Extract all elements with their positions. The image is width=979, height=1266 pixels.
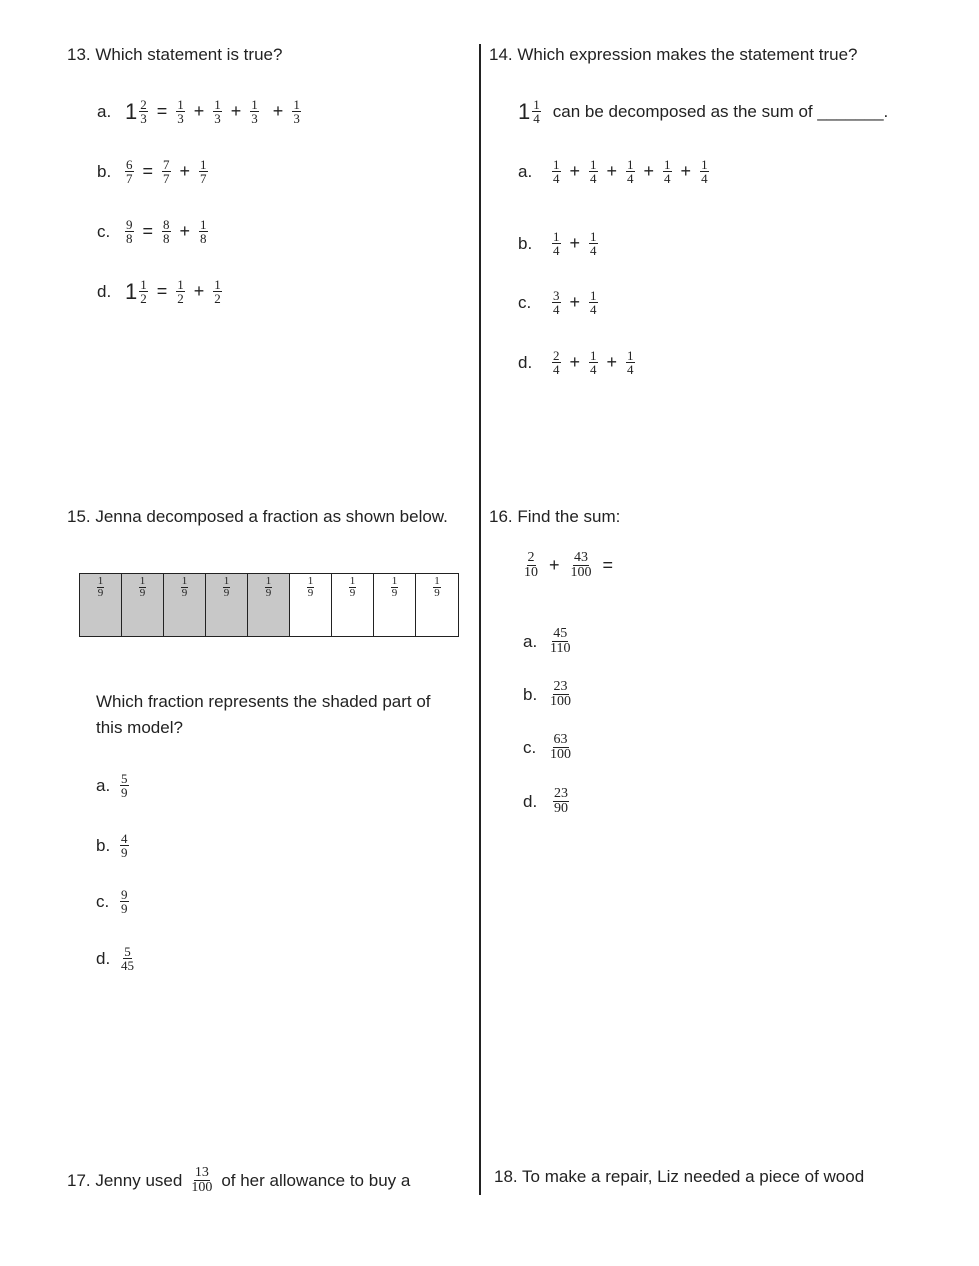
q13-option-d[interactable] [97, 278, 222, 305]
fraction-strip-model [79, 573, 459, 637]
q16-expression [523, 551, 623, 580]
fraction: $\frac{2}{4}$ [553, 348, 560, 377]
plus-sign: + [569, 292, 581, 312]
model-cell: $\frac{1}{9}$ [374, 574, 416, 636]
fraction: $\frac{5}{45}$ [121, 944, 134, 973]
q17-text [67, 1166, 410, 1195]
option-label: a. [518, 161, 533, 181]
q16-option-d[interactable] [523, 787, 569, 816]
q14-option-a[interactable] [518, 158, 709, 185]
model-cell-shaded: $\frac{1}{9}$ [248, 574, 290, 636]
fraction: $\frac{1}{4}$ [701, 157, 708, 186]
option-label: d. [96, 948, 111, 968]
option-label: c. [96, 891, 110, 911]
q14-option-b[interactable] [518, 230, 598, 257]
q16-option-a[interactable] [523, 627, 571, 656]
option-label: b. [97, 161, 112, 181]
model-cell-shaded: $\frac{1}{9}$ [164, 574, 206, 636]
fraction: $\frac{2}{3}$ [140, 97, 147, 126]
fraction: $\frac{13}{100}$ [191, 1165, 213, 1195]
plus-sign: + [680, 161, 692, 181]
option-label: d. [518, 352, 533, 372]
q15-question: Which fraction represents the shaded part of this model? [96, 692, 431, 737]
option-label: b. [523, 684, 538, 704]
fraction: $\frac{1}{4}$ [664, 157, 671, 186]
fraction: $\frac{1}{4}$ [590, 348, 597, 377]
q13-title: 13. Which statement is true? [67, 45, 283, 64]
option-label: b. [518, 233, 533, 253]
equals-sign: = [142, 221, 154, 241]
q18-text: 18. To make a repair, Liz needed a piece of wood [494, 1167, 865, 1186]
fraction: $\frac{6}{7}$ [126, 157, 133, 186]
fraction: $\frac{1}{2}$ [140, 277, 147, 306]
plus-sign: + [606, 161, 618, 181]
plus-sign: + [193, 101, 205, 121]
q16-option-b[interactable] [523, 680, 572, 709]
plus-sign: + [272, 101, 284, 121]
fraction: $\frac{1}{8}$ [200, 217, 207, 246]
model-cell-shaded: $\frac{1}{9}$ [80, 574, 122, 636]
q14-stem-text: can be decomposed as the sum of _______. [552, 101, 889, 121]
q13-option-a[interactable] [97, 98, 301, 125]
column-divider [479, 44, 481, 1195]
option-label: a. [523, 631, 538, 651]
whole-number: 1 [518, 98, 531, 124]
q16-option-c[interactable] [523, 733, 572, 762]
q15-option-c[interactable] [96, 888, 129, 915]
fraction: $\frac{1}{4}$ [533, 97, 540, 126]
q15-option-a[interactable] [96, 772, 129, 799]
option-label: d. [523, 791, 538, 811]
fraction: $\frac{1}{7}$ [200, 157, 207, 186]
fraction: $\frac{1}{4}$ [590, 157, 597, 186]
plus-sign: + [569, 233, 581, 253]
fraction: $\frac{1}{2}$ [214, 277, 221, 306]
q16-title: 16. Find the sum: [489, 507, 621, 526]
fraction: $\frac{9}{9}$ [121, 887, 128, 916]
fraction: $\frac{1}{3}$ [251, 97, 258, 126]
plus-sign: + [179, 221, 191, 241]
whole-number: 1 [125, 278, 138, 304]
model-cell-shaded: $\frac{1}{9}$ [122, 574, 164, 636]
q15-title: 15. Jenna decomposed a fraction as shown below. [67, 507, 448, 526]
q14-stem [518, 98, 888, 125]
fraction: $\frac{43}{100}$ [570, 550, 592, 580]
model-cell: $\frac{1}{9}$ [290, 574, 332, 636]
plus-sign: + [606, 352, 618, 372]
model-cell-shaded: $\frac{1}{9}$ [206, 574, 248, 636]
plus-sign: + [193, 281, 205, 301]
fraction: $\frac{1}{4}$ [553, 157, 560, 186]
option-label: b. [96, 835, 111, 855]
q14-option-c[interactable] [518, 289, 598, 316]
plus-sign: + [569, 161, 581, 181]
fraction: $\frac{1}{4}$ [590, 288, 597, 317]
q14-option-d[interactable] [518, 349, 635, 376]
fraction: $\frac{1}{3}$ [177, 97, 184, 126]
fraction: $\frac{2}{10}$ [524, 550, 538, 580]
fraction: $\frac{1}{2}$ [177, 277, 184, 306]
fraction: $\frac{4}{9}$ [121, 831, 128, 860]
q15-option-b[interactable] [96, 832, 129, 859]
option-label: c. [523, 737, 537, 757]
equals-sign: = [156, 101, 168, 121]
fraction: $\frac{23}{90}$ [554, 786, 568, 816]
fraction: $\frac{1}{4}$ [627, 348, 634, 377]
fraction: $\frac{7}{7}$ [163, 157, 170, 186]
fraction: $\frac{3}{4}$ [553, 288, 560, 317]
option-label: c. [97, 221, 111, 241]
fraction: $\frac{1}{4}$ [627, 157, 634, 186]
option-label: a. [97, 101, 112, 121]
equals-sign: = [142, 161, 154, 181]
option-label: d. [97, 281, 112, 301]
fraction: $\frac{23}{100}$ [550, 679, 571, 709]
option-label: a. [96, 775, 111, 795]
q13-option-b[interactable] [97, 158, 208, 185]
plus-sign: + [643, 161, 655, 181]
q17-prefix: 17. Jenny used [67, 1170, 183, 1190]
q14-title: 14. Which expression makes the statement true? [489, 45, 858, 64]
q13-option-c[interactable] [97, 218, 208, 245]
model-cell: $\frac{1}{9}$ [434, 575, 440, 599]
fraction: $\frac{5}{9}$ [121, 771, 128, 800]
plus-sign: + [230, 101, 242, 121]
option-label: c. [518, 292, 532, 312]
whole-number: 1 [125, 98, 138, 124]
plus-sign: + [549, 555, 560, 575]
fraction: $\frac{1}{3}$ [214, 97, 221, 126]
q15-option-d[interactable] [96, 945, 135, 972]
fraction: $\frac{1}{4}$ [590, 229, 597, 258]
fraction: $\frac{63}{100}$ [550, 732, 571, 762]
equals-sign: = [156, 281, 168, 301]
fraction: $\frac{8}{8}$ [163, 217, 170, 246]
fraction: $\frac{1}{3}$ [293, 97, 300, 126]
fraction: $\frac{1}{4}$ [553, 229, 560, 258]
plus-sign: + [569, 352, 581, 372]
equals-sign: = [602, 555, 614, 575]
fraction: $\frac{45}{110}$ [550, 626, 571, 656]
plus-sign: + [179, 161, 191, 181]
model-cell: $\frac{1}{9}$ [332, 574, 374, 636]
q17-suffix: of her allowance to buy a [221, 1170, 411, 1190]
fraction: $\frac{9}{8}$ [126, 217, 133, 246]
